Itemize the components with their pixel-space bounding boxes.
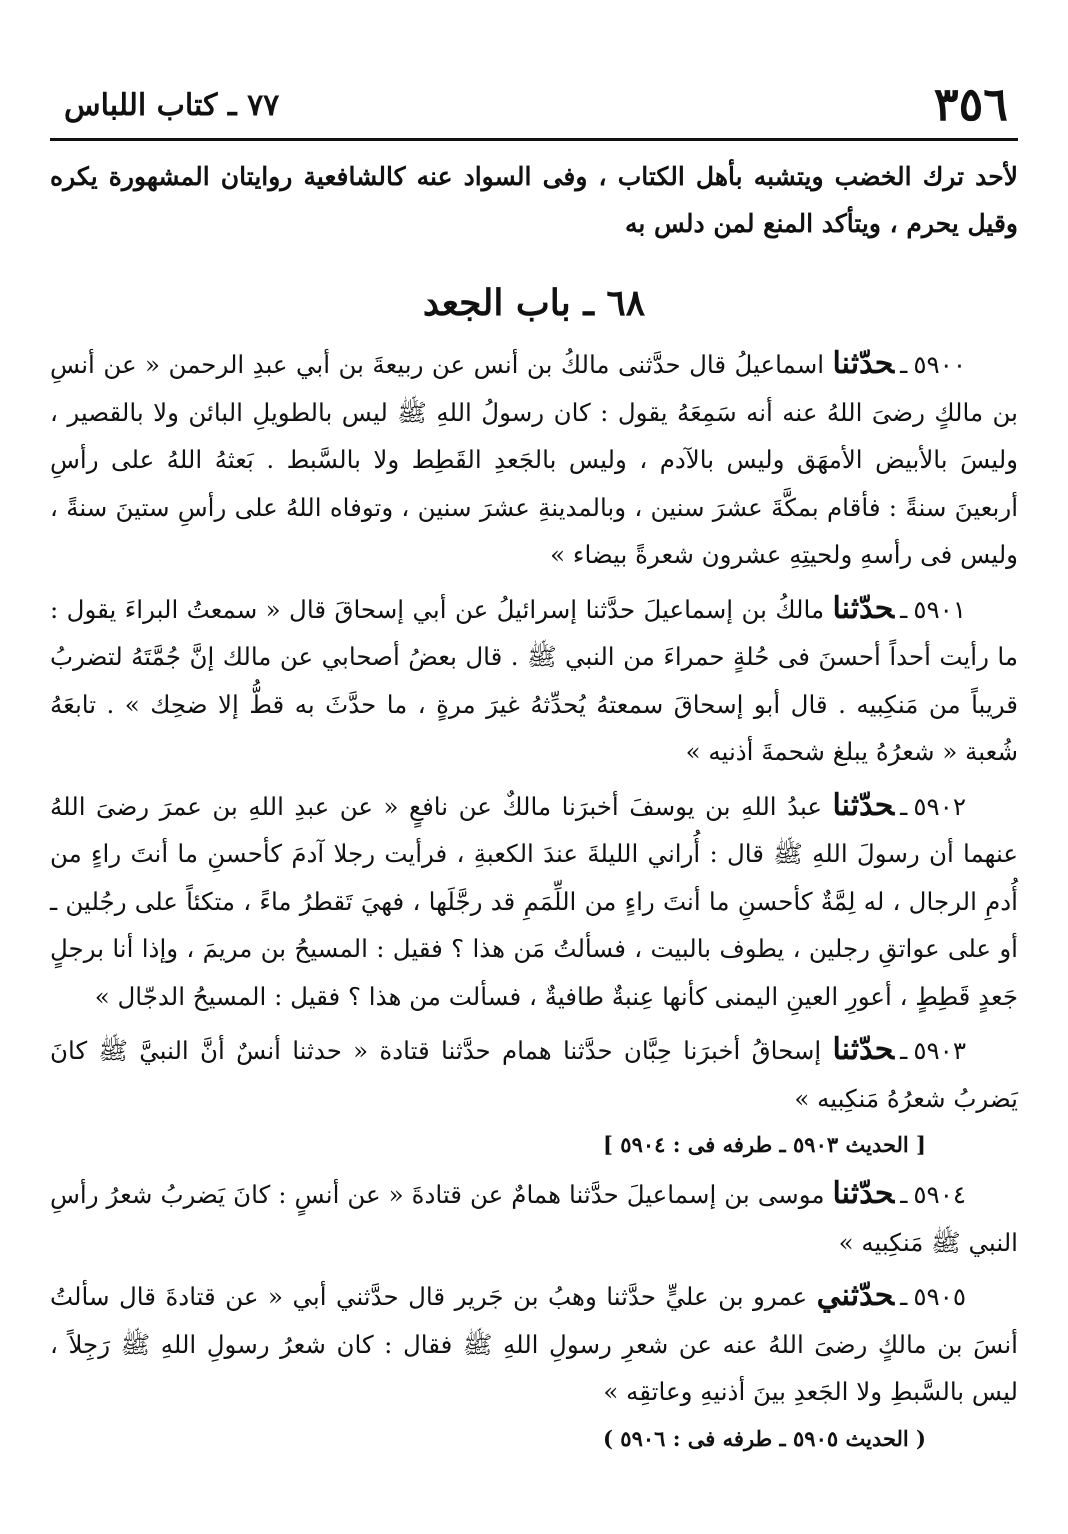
hadith-text: مالكُ بن إسماعيلَ حدَّثنا إسرائيلُ عن أبي إسحاقَ قال « سمعتُ البراءَ يقول : ما رأيت أحداً أحسنَ فى حُلةٍ حمراءَ من النبي ﷺ . قال بعضُ أصحابي عن مالك إنَّ جُمَّتَهُ لتضربُ قريباً من مَنكِبيه . قال أبو إسحاقَ سمعتهُ يُحدِّثهُ غيرَ مرةٍ ، ما حدَّثَ به قطُّ إلا ضحِك » . تابعَهُ شُعبة « شعرُهُ يبلغ شحمةَ أذنيه » (50, 594, 1018, 766)
hadith-number: ٥٩٠٢ (913, 791, 966, 821)
hadith-cross-reference: ( الحديث ٥٩٠٥ ـ طرفه فى : ٥٩٠٦ ) (603, 1425, 926, 1451)
hadith-text: موسى بن إسماعيلَ حدَّثنا همامٌ عن قتادةَ « عن أنسٍ : كانَ يَضربُ شعرُ رأسِ النبي ﷺ مَنكِبيه » (50, 1180, 1018, 1257)
hadith-text: عمرو بن عليٍّ حدَّثنا وهبُ بن جَرير قال حدَّثني أبي « عن قتادةَ قال سألتُ أنسَ بن مالكٍ رضىَ اللهُ عنه عن شعرِ رسولِ اللهِ ﷺ فقال : كان شعرُ رسولِ اللهِ ﷺ رَجِلاً ، ليس بالسَّبطِ ولا الجَعدِ بينَ أذنيهِ وعاتقِه » (50, 1282, 1018, 1406)
hadith-number: ٥٩٠٤ (913, 1180, 967, 1209)
hadith-5902: ٥٩٠٢ـحدّثنا عبدُ اللهِ بن يوسفَ أخبرَنا مالكٌ عن نافعٍ « عن عبدِ اللهِ بن عمرَ رضىَ اللهُ عنهما أن رسولَ اللهِ ﷺ قال : أُراني الليلةَ عندَ الكعبةِ ، فرأيت رجلا آدمَ كأحسنِ ما أنتَ راءٍ من أُدمِ الرجال ، له لِمَّةٌ كأحسنِ ما أنتَ راءٍ من اللِّمَمِ قد رجَّلَها ، فهيَ تَقطرُ ماءً ، متكئاً على رجُلين ـ أو على عواتقِ رجلين ، يطوف بالبيت ، فسألتُ مَن هذا ؟ فقيل : المسيحُ بن مريمَ ، وإذا أنا برجلٍ جَعدٍ قَطِطٍ ، أعورِ العينِ اليمنى كأنها عِنبةٌ طافيةٌ ، فسألت من هذا ؟ فقيل : المسيحُ الدجّال » (50, 787, 1018, 1011)
hadith-lead: حدّثنا (832, 590, 895, 626)
hadith-lead: حدّثنا (832, 1176, 895, 1211)
hadith-lead: حدّثنا (832, 1032, 895, 1067)
hadith-number: ٥٩٠٠ (913, 350, 966, 379)
book-page (50, 72, 1018, 1492)
hadith-5901: ٥٩٠١ـحدّثنا مالكُ بن إسماعيلَ حدَّثنا إسرائيلُ عن أبي إسحاقَ قال « سمعتُ البراءَ يقول : ما رأيت أحداً أحسنَ فى حُلةٍ حمراءَ من النبي ﷺ . قال بعضُ أصحابي عن مالك إنَّ جُمَّتَهُ لتضربُ قريباً من مَنكِبيه . قال أبو إسحاقَ سمعتهُ يُحدِّثهُ غيرَ مرةٍ ، ما حدَّثَ به قطُّ إلا ضحِك » . تابعَهُ شُعبة « شعرُهُ يبلغ شحمةَ أذنيه » (50, 590, 1018, 766)
hadith-lead: حدّثنا (832, 787, 895, 823)
intro-paragraph: لأحد ترك الخضب ويتشبه بأهل الكتاب ، وفى السواد عنه كالشافعية روايتان المشهورة يكره وقيل يحرم ، ويتأكد المنع لمن دلس به (50, 162, 1018, 238)
hadith-lead: حدّثنا (832, 346, 895, 381)
hadith-5900: ٥٩٠٠ـحدّثنا اسماعيلُ قال حدَّثنى مالكُ بن أنس عن ربيعةَ بن أبي عبدِ الرحمن « عن أنسِ بن مالكٍ رضىَ اللهُ عنه أنه سَمِعَهُ يقول : كان رسولُ اللهِ ﷺ ليس بالطويلِ البائن ولا بالقصير ، وليسَ بالأبيض الأمهَق وليس بالآدم ، وليس بالجَعدِ القَطِط ولا بالسَّبط . بَعثهُ اللهُ على رأسِ أربعينَ سنةً : فأقام بمكَّةَ عشرَ سنين ، وبالمدينةِ عشرَ سنين ، وتوفاه اللهُ على رأسِ ستينَ سنةً ، وليس فى رأسهِ ولحيتِهِ عشرون شعرةً بيضاء » (50, 346, 1018, 569)
running-title: ٧٧ ـ كتاب اللباس (64, 88, 280, 123)
hadith-text: اسماعيلُ قال حدَّثنى مالكُ بن أنس عن ربيعةَ بن أبي عبدِ الرحمن « عن أنسِ بن مالكٍ رضىَ اللهُ عنه أنه سَمِعَهُ يقول : كان رسولُ اللهِ ﷺ ليس بالطويلِ البائن ولا بالقصير ، وليسَ بالأبيض الأمهَق وليس بالآدم ، وليس بالجَعدِ القَطِط ولا بالسَّبط . بَعثهُ اللهُ على رأسِ أربعينَ سنةً : فأقام بمكَّةَ عشرَ سنين ، وبالمدينةِ عشرَ سنين ، وتوفاه اللهُ على رأسِ ستينَ سنةً ، وليس فى رأسهِ ولحيتِهِ عشرون شعرةً بيضاء » (50, 350, 1018, 569)
hadith-text: عبدُ اللهِ بن يوسفَ أخبرَنا مالكٌ عن نافعٍ « عن عبدِ اللهِ بن عمرَ رضىَ اللهُ عنهما أن رسولَ اللهِ ﷺ قال : أُراني الليلةَ عندَ الكعبةِ ، فرأيت رجلا آدمَ كأحسنِ ما أنتَ راءٍ من أُدمِ الرجال ، له لِمَّةٌ كأحسنِ ما أنتَ راءٍ من اللِّمَمِ قد رجَّلَها ، فهيَ تَقطرُ ماءً ، متكئاً على رجُلين ـ أو على عواتقِ رجلين ، يطوف بالبيت ، فسألتُ مَن هذا ؟ فقيل : المسيحُ بن مريمَ ، وإذا أنا برجلٍ جَعدٍ قَطِطٍ ، أعورِ العينِ اليمنى كأنها عِنبةٌ طافيةٌ ، فسألت من هذا ؟ فقيل : المسيحُ الدجّال » (50, 791, 1018, 1011)
page-header (50, 72, 1018, 141)
chapter-title: ٦٨ ـ باب الجعد (422, 282, 646, 324)
hadith-5905: ٥٩٠٥ـحدّثني عمرو بن عليٍّ حدَّثنا وهبُ بن جَرير قال حدَّثني أبي « عن قتادةَ قال سألتُ أنسَ بن مالكٍ رضىَ اللهُ عنه عن شعرِ رسولِ اللهِ ﷺ فقال : كان شعرُ رسولِ اللهِ ﷺ رَجِلاً ، ليس بالسَّبطِ ولا الجَعدِ بينَ أذنيهِ وعاتقِه » (50, 1278, 1018, 1406)
hadith-number: ٥٩٠١ (913, 594, 966, 624)
hadith-5904: ٥٩٠٤ـحدّثنا موسى بن إسماعيلَ حدَّثنا همامٌ عن قتادةَ « عن أنسٍ : كانَ يَضربُ شعرُ رأسِ النبي ﷺ مَنكِبيه » (50, 1176, 1018, 1257)
hadith-number: ٥٩٠٥ (913, 1282, 966, 1311)
hadith-text: إسحاقُ أخبرَنا حِبَّان حدَّثنا همام حدَّثنا قتادة « حدثنا أنسٌ أنَّ النبيَّ ﷺ كانَ يَضربُ شعرُهُ مَنكِبيه » (50, 1036, 1018, 1113)
hadith-lead: حدّثني (816, 1278, 895, 1313)
page-number: ٣٥٦ (933, 77, 1008, 131)
hadith-cross-reference: [ الحديث ٥٩٠٣ ـ طرفه فى : ٥٩٠٤ ] (603, 1132, 926, 1157)
hadith-number: ٥٩٠٣ (913, 1036, 966, 1065)
hadith-5903: ٥٩٠٣ـحدّثنا إسحاقُ أخبرَنا حِبَّان حدَّثنا همام حدَّثنا قتادة « حدثنا أنسٌ أنَّ النبيَّ ﷺ كانَ يَضربُ شعرُهُ مَنكِبيه » (50, 1032, 1018, 1113)
